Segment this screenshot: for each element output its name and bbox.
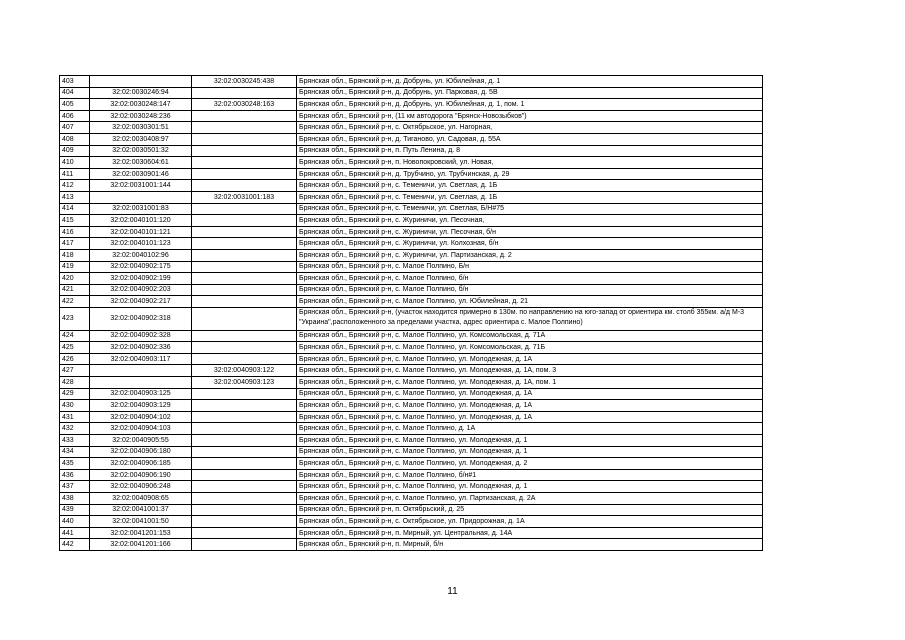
table-row bbox=[60, 215, 763, 227]
cadastral-number-cell: 32:02:0040902:175 bbox=[90, 261, 192, 273]
address-cell: Брянская обл., Брянский р-н, с. Малое Полпино, ул. Молодежная, д. 1 bbox=[297, 481, 763, 493]
cadastral-number-cell: 32:02:0041001:37 bbox=[90, 504, 192, 516]
cadastral-number-cell: 32:02:0030408:97 bbox=[90, 133, 192, 145]
address-cell: Брянская обл., Брянский р-н, с. Малое Полпино, д. 1А bbox=[297, 423, 763, 435]
building-number-cell: 32:02:0030248:163 bbox=[192, 99, 297, 111]
building-number-cell bbox=[192, 446, 297, 458]
table-row bbox=[60, 238, 763, 250]
row-number: 436 bbox=[60, 469, 90, 481]
address-cell: Брянская обл., Брянский р-н, с. Малое Полпино, ул. Молодежная, д. 1 bbox=[297, 446, 763, 458]
row-number: 419 bbox=[60, 261, 90, 273]
row-number: 411 bbox=[60, 168, 90, 180]
cadastral-number-cell: 32:02:0040902:199 bbox=[90, 273, 192, 285]
address-cell: Брянская обл., Брянский р-н, с. Журиничи, ул. Колхозная, б/н bbox=[297, 238, 763, 250]
address-cell: Брянская обл., Брянский р-н, п. Мирный, ул. Центральная, д. 14А bbox=[297, 527, 763, 539]
table-row bbox=[60, 377, 763, 389]
table-row bbox=[60, 249, 763, 261]
building-number-cell bbox=[192, 273, 297, 285]
address-cell: Брянская обл., Брянский р-н, с. Журиничи, ул. Партизанская, д. 2 bbox=[297, 249, 763, 261]
cadastral-number-cell: 32:02:0040903:117 bbox=[90, 353, 192, 365]
address-cell: Брянская обл., Брянский р-н, д. Добрунь, ул. Парковая, д. 5В bbox=[297, 87, 763, 99]
table-row bbox=[60, 76, 763, 88]
building-number-cell bbox=[192, 215, 297, 227]
cadastral-number-cell: 32:02:0030901:46 bbox=[90, 168, 192, 180]
building-number-cell bbox=[192, 261, 297, 273]
address-cell: Брянская обл., Брянский р-н, с. Малое Полпино, ул. Комсомольская, д. 71Б bbox=[297, 342, 763, 354]
row-number: 416 bbox=[60, 226, 90, 238]
cadastral-number-cell: 32:02:0040903:125 bbox=[90, 388, 192, 400]
row-number: 432 bbox=[60, 423, 90, 435]
building-number-cell: 32:02:0040903:123 bbox=[192, 377, 297, 389]
cadastral-number-cell: 32:02:0040904:102 bbox=[90, 411, 192, 423]
cadastral-number-cell: 32:02:0040102:96 bbox=[90, 249, 192, 261]
address-cell: Брянская обл., Брянский р-н, с. Октябрьское, ул. Нагорная, bbox=[297, 122, 763, 134]
row-number: 441 bbox=[60, 527, 90, 539]
cadastral-number-cell: 32:02:0031001:144 bbox=[90, 180, 192, 192]
building-number-cell bbox=[192, 296, 297, 308]
address-cell: Брянская обл., Брянский р-н, п. Путь Ленина, д. 8 bbox=[297, 145, 763, 157]
row-number: 412 bbox=[60, 180, 90, 192]
cadastral-number-cell: 32:02:0040101:121 bbox=[90, 226, 192, 238]
building-number-cell bbox=[192, 87, 297, 99]
row-number: 439 bbox=[60, 504, 90, 516]
address-cell: Брянская обл., Брянский р-н, с. Октябрьское, ул. Придорожная, д. 1А bbox=[297, 516, 763, 528]
address-cell: Брянская обл., Брянский р-н, с. Малое Полпино, ул. Молодежная, д. 1 bbox=[297, 435, 763, 447]
cadastral-number-cell: 32:02:0041201:166 bbox=[90, 539, 192, 551]
cadastral-number-cell: 32:02:0030301:51 bbox=[90, 122, 192, 134]
address-cell: Брянская обл., Брянский р-н, п. Мирный, б/н bbox=[297, 539, 763, 551]
address-cell: Брянская обл., Брянский р-н, с. Малое Полпино, ул. Молодежная, д. 1А bbox=[297, 400, 763, 412]
building-number-cell bbox=[192, 481, 297, 493]
row-number: 425 bbox=[60, 342, 90, 354]
row-number: 442 bbox=[60, 539, 90, 551]
row-number: 429 bbox=[60, 388, 90, 400]
table-row bbox=[60, 99, 763, 111]
building-number-cell bbox=[192, 226, 297, 238]
row-number: 413 bbox=[60, 191, 90, 203]
table-row bbox=[60, 87, 763, 99]
address-cell: Брянская обл., Брянский р-н, с. Малое Полпино, ул. Молодежная, д. 1А bbox=[297, 388, 763, 400]
address-cell: Брянская обл., Брянский р-н, с. Малое Полпино, б/н bbox=[297, 284, 763, 296]
table-row bbox=[60, 110, 763, 122]
row-number: 407 bbox=[60, 122, 90, 134]
row-number: 404 bbox=[60, 87, 90, 99]
table-row bbox=[60, 435, 763, 447]
cadastral-number-cell: 32:02:0031001:83 bbox=[90, 203, 192, 215]
row-number: 435 bbox=[60, 458, 90, 470]
row-number: 431 bbox=[60, 411, 90, 423]
cadastral-number-cell: 32:02:0040902:336 bbox=[90, 342, 192, 354]
table-row bbox=[60, 481, 763, 493]
row-number: 418 bbox=[60, 249, 90, 261]
building-number-cell bbox=[192, 539, 297, 551]
row-number: 426 bbox=[60, 353, 90, 365]
row-number: 434 bbox=[60, 446, 90, 458]
page-number: 11 bbox=[447, 586, 458, 597]
building-number-cell bbox=[192, 180, 297, 192]
row-number: 423 bbox=[60, 307, 90, 330]
table-row bbox=[60, 365, 763, 377]
table-row bbox=[60, 504, 763, 516]
table-row bbox=[60, 492, 763, 504]
cadastral-number-cell: 32:02:0030501:32 bbox=[90, 145, 192, 157]
cadastral-number-cell: 32:02:0040902:217 bbox=[90, 296, 192, 308]
building-number-cell bbox=[192, 516, 297, 528]
building-number-cell bbox=[192, 469, 297, 481]
address-cell: Брянская обл., Брянский р-н, д. Добрунь, ул. Юбилейная, д. 1, пом. 1 bbox=[297, 99, 763, 111]
building-number-cell bbox=[192, 388, 297, 400]
building-number-cell bbox=[192, 342, 297, 354]
address-cell: Брянская обл., Брянский р-н, с. Малое Полпино, б/н bbox=[297, 273, 763, 285]
cadastral-number-cell bbox=[90, 365, 192, 377]
cadastral-number-cell: 32:02:0040902:318 bbox=[90, 307, 192, 330]
table-row bbox=[60, 353, 763, 365]
table-row bbox=[60, 458, 763, 470]
row-number: 403 bbox=[60, 76, 90, 88]
address-cell: Брянская обл., Брянский р-н, п. Новопокровский, ул. Новая, bbox=[297, 157, 763, 169]
building-number-cell: 32:02:0040903:122 bbox=[192, 365, 297, 377]
table-row bbox=[60, 469, 763, 481]
table-row bbox=[60, 411, 763, 423]
row-number: 427 bbox=[60, 365, 90, 377]
table-row bbox=[60, 191, 763, 203]
address-cell: Брянская обл., Брянский р-н, с. Теменичи, ул. Светлая, Б/Н#75 bbox=[297, 203, 763, 215]
row-number: 415 bbox=[60, 215, 90, 227]
table-row bbox=[60, 307, 763, 330]
address-cell: Брянская обл., Брянский р-н, с. Теменичи, ул. Светлая, д. 1Б bbox=[297, 191, 763, 203]
table-row bbox=[60, 157, 763, 169]
building-number-cell bbox=[192, 249, 297, 261]
row-number: 417 bbox=[60, 238, 90, 250]
address-cell: Брянская обл., Брянский р-н, (участок находится примерно в 130м. по направлению на юго-запад от ориентира км. столб 355км. а/д М-3 "Украина",расположенного за пределами участка, адрес ориентира с. Малое Полпино) bbox=[297, 307, 763, 330]
table-row bbox=[60, 226, 763, 238]
row-number: 414 bbox=[60, 203, 90, 215]
row-number: 422 bbox=[60, 296, 90, 308]
table-row bbox=[60, 400, 763, 412]
cadastral-number-cell bbox=[90, 76, 192, 88]
building-number-cell bbox=[192, 238, 297, 250]
register-table bbox=[59, 75, 763, 551]
table-row bbox=[60, 180, 763, 192]
address-cell: Брянская обл., Брянский р-н, с. Теменичи, ул. Светлая, д. 1Б bbox=[297, 180, 763, 192]
cadastral-number-cell: 32:02:0030248:236 bbox=[90, 110, 192, 122]
address-cell: Брянская обл., Брянский р-н, (11 км автодорога "Брянск-Новозыбков") bbox=[297, 110, 763, 122]
row-number: 424 bbox=[60, 330, 90, 342]
address-cell: Брянская обл., Брянский р-н, д. Трубчино, ул. Трубчинская, д. 29 bbox=[297, 168, 763, 180]
cadastral-number-cell: 32:02:0040904:103 bbox=[90, 423, 192, 435]
building-number-cell bbox=[192, 504, 297, 516]
table-row bbox=[60, 296, 763, 308]
row-number: 408 bbox=[60, 133, 90, 145]
table-row bbox=[60, 133, 763, 145]
building-number-cell bbox=[192, 411, 297, 423]
address-cell: Брянская обл., Брянский р-н, д. Добрунь, ул. Юбилейная, д. 1 bbox=[297, 76, 763, 88]
table-row bbox=[60, 261, 763, 273]
building-number-cell bbox=[192, 400, 297, 412]
table-row bbox=[60, 284, 763, 296]
table-row bbox=[60, 203, 763, 215]
building-number-cell bbox=[192, 157, 297, 169]
table-row bbox=[60, 342, 763, 354]
building-number-cell bbox=[192, 458, 297, 470]
table-row bbox=[60, 527, 763, 539]
table-row bbox=[60, 516, 763, 528]
table-row bbox=[60, 145, 763, 157]
row-number: 420 bbox=[60, 273, 90, 285]
address-cell: Брянская обл., Брянский р-н, с. Малое Полпино, ул. Молодежная, д. 1А, пом. 1 bbox=[297, 377, 763, 389]
row-number: 428 bbox=[60, 377, 90, 389]
building-number-cell bbox=[192, 353, 297, 365]
address-cell: Брянская обл., Брянский р-н, с. Малое Полпино, Б/н bbox=[297, 261, 763, 273]
table-row bbox=[60, 273, 763, 285]
building-number-cell bbox=[192, 145, 297, 157]
cadastral-number-cell: 32:02:0040906:190 bbox=[90, 469, 192, 481]
cadastral-number-cell: 32:02:0040905:55 bbox=[90, 435, 192, 447]
table-row bbox=[60, 423, 763, 435]
building-number-cell bbox=[192, 307, 297, 330]
cadastral-number-cell: 32:02:0040101:120 bbox=[90, 215, 192, 227]
address-cell: Брянская обл., Брянский р-н, с. Малое Полпино, ул. Партизанская, д. 2А bbox=[297, 492, 763, 504]
address-cell: Брянская обл., Брянский р-н, с. Малое Полпино, ул. Юбилейная, д. 21 bbox=[297, 296, 763, 308]
address-cell: Брянская обл., Брянский р-н, с. Малое Полпино, ул. Молодежная, д. 1А, пом. 3 bbox=[297, 365, 763, 377]
table-row bbox=[60, 122, 763, 134]
building-number-cell bbox=[192, 435, 297, 447]
building-number-cell: 32:02:0030245:438 bbox=[192, 76, 297, 88]
cadastral-number-cell: 32:02:0040902:328 bbox=[90, 330, 192, 342]
cadastral-number-cell: 32:02:0040906:180 bbox=[90, 446, 192, 458]
address-cell: Брянская обл., Брянский р-н, с. Малое Полпино, ул. Молодежная, д. 2 bbox=[297, 458, 763, 470]
building-number-cell bbox=[192, 168, 297, 180]
row-number: 438 bbox=[60, 492, 90, 504]
address-cell: Брянская обл., Брянский р-н, с. Малое Полпино, б/н#1 bbox=[297, 469, 763, 481]
building-number-cell bbox=[192, 527, 297, 539]
table-row bbox=[60, 330, 763, 342]
register-table-body bbox=[60, 76, 763, 551]
address-cell: Брянская обл., Брянский р-н, с. Журиничи, ул. Песочная, б/н bbox=[297, 226, 763, 238]
row-number: 405 bbox=[60, 99, 90, 111]
building-number-cell bbox=[192, 110, 297, 122]
address-cell: Брянская обл., Брянский р-н, д. Тиганово, ул. Садовая, д. 55А bbox=[297, 133, 763, 145]
cadastral-number-cell: 32:02:0040902:203 bbox=[90, 284, 192, 296]
row-number: 410 bbox=[60, 157, 90, 169]
building-number-cell bbox=[192, 492, 297, 504]
row-number: 406 bbox=[60, 110, 90, 122]
row-number: 437 bbox=[60, 481, 90, 493]
address-cell: Брянская обл., Брянский р-н, с. Малое Полпино, ул. Молодежная, д. 1А bbox=[297, 411, 763, 423]
row-number: 421 bbox=[60, 284, 90, 296]
address-cell: Брянская обл., Брянский р-н, с. Малое Полпино, ул. Молодежная, д. 1А bbox=[297, 353, 763, 365]
building-number-cell bbox=[192, 423, 297, 435]
row-number: 433 bbox=[60, 435, 90, 447]
table-row bbox=[60, 388, 763, 400]
address-cell: Брянская обл., Брянский р-н, с. Малое Полпино, ул. Комсомольская, д. 71А bbox=[297, 330, 763, 342]
row-number: 430 bbox=[60, 400, 90, 412]
cadastral-number-cell: 32:02:0040101:123 bbox=[90, 238, 192, 250]
cadastral-number-cell: 32:02:0030604:61 bbox=[90, 157, 192, 169]
building-number-cell bbox=[192, 330, 297, 342]
cadastral-number-cell: 32:02:0041001:50 bbox=[90, 516, 192, 528]
row-number: 409 bbox=[60, 145, 90, 157]
table-row bbox=[60, 539, 763, 551]
cadastral-number-cell: 32:02:0040908:65 bbox=[90, 492, 192, 504]
cadastral-number-cell bbox=[90, 377, 192, 389]
cadastral-number-cell: 32:02:0040906:248 bbox=[90, 481, 192, 493]
building-number-cell bbox=[192, 133, 297, 145]
address-cell: Брянская обл., Брянский р-н, с. Журиничи, ул. Песочная, bbox=[297, 215, 763, 227]
building-number-cell bbox=[192, 284, 297, 296]
building-number-cell bbox=[192, 122, 297, 134]
cadastral-number-cell: 32:02:0040906:185 bbox=[90, 458, 192, 470]
table-row bbox=[60, 168, 763, 180]
cadastral-number-cell bbox=[90, 191, 192, 203]
cadastral-number-cell: 32:02:0040903:129 bbox=[90, 400, 192, 412]
building-number-cell bbox=[192, 203, 297, 215]
building-number-cell: 32:02:0031001:183 bbox=[192, 191, 297, 203]
cadastral-number-cell: 32:02:0030248:147 bbox=[90, 99, 192, 111]
row-number: 440 bbox=[60, 516, 90, 528]
cadastral-number-cell: 32:02:0041201:153 bbox=[90, 527, 192, 539]
cadastral-number-cell: 32:02:0030246:94 bbox=[90, 87, 192, 99]
address-cell: Брянская обл., Брянский р-н, п. Октябрьский, д. 25 bbox=[297, 504, 763, 516]
table-row bbox=[60, 446, 763, 458]
